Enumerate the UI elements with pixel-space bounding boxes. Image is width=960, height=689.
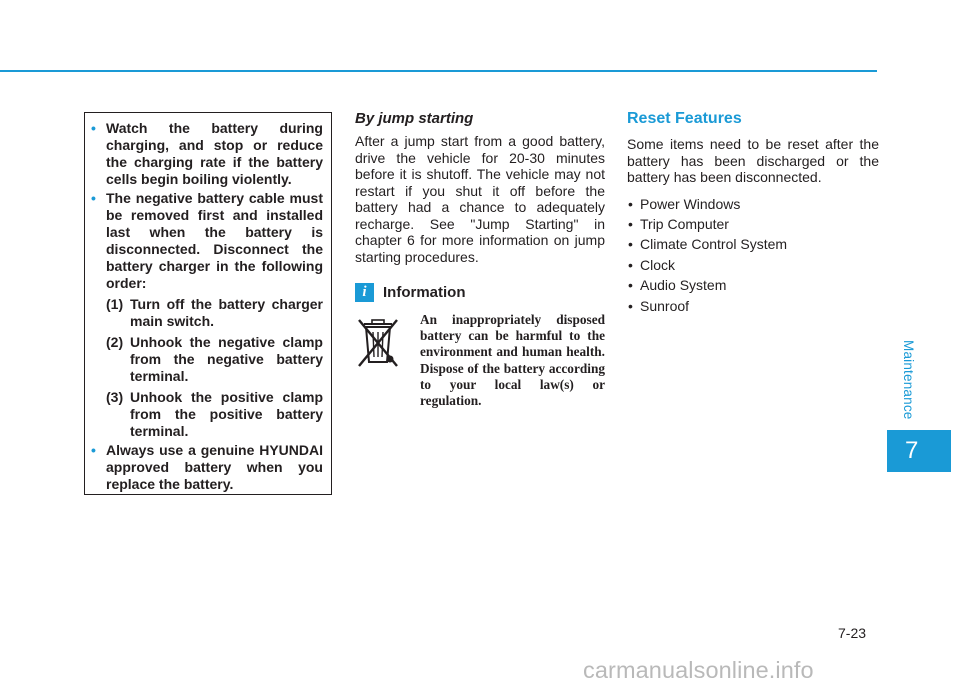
page-number: 7-23 (838, 625, 867, 641)
step-item (106, 296, 323, 330)
step-text: Unhook the negative clamp from the negative battery terminal. (130, 334, 323, 384)
reset-features-intro: Some items need to be reset after the battery has been discharged or the battery has been disconnected. (627, 136, 879, 185)
information-body (355, 312, 605, 412)
list-item: • Sunroof (627, 296, 879, 316)
crossed-out-bin-icon (355, 314, 401, 372)
list-item: • Clock (627, 255, 879, 275)
bullet-icon: • (91, 442, 96, 458)
jump-starting-section (355, 110, 605, 412)
bullet-icon: • (91, 190, 96, 206)
information-text: An inappropriately disposed battery can be harmful to the environment and human health. Dispose of the battery according to your local law(s) or regulation. (420, 312, 605, 409)
chapter-number-tab: 7 (887, 430, 951, 472)
bullet-icon: • (91, 120, 96, 136)
jump-starting-body: After a jump start from a good battery, drive the vehicle for 20-30 minutes before it is shutoff. The vehicle may not restart if you shut it off before the battery had a chance to adequately recharge. See "Jump Starting" in chapter 6 for more information on jump starting procedures. (355, 133, 605, 265)
list-item: • Trip Computer (627, 214, 879, 234)
reset-features-list (627, 194, 879, 316)
list-item: • Audio System (627, 275, 879, 295)
reset-features-heading: Reset Features (627, 110, 742, 127)
information-title: Information (383, 284, 466, 301)
warning-item (91, 442, 323, 493)
warning-text: Watch the battery during charging, and stop or reduce the charging rate if the battery cells begin boiling violently. (106, 120, 323, 187)
jump-starting-heading: By jump starting (355, 110, 474, 127)
warning-item (91, 120, 323, 188)
top-rule (0, 70, 877, 72)
warning-text: Always use a genuine HYUNDAI approved battery when you replace the battery. (106, 442, 323, 492)
step-item (106, 389, 323, 440)
step-number: (1) (106, 296, 124, 312)
reset-features-section (627, 110, 879, 316)
warning-item (91, 190, 323, 440)
battery-warning-box (84, 112, 332, 495)
step-text: Unhook the positive clamp from the positive battery terminal. (130, 389, 323, 439)
watermark: carmanualsonline.info (583, 657, 814, 683)
step-number: (3) (106, 389, 124, 405)
chapter-side-label: Maintenance (901, 340, 916, 420)
step-number: (2) (106, 334, 124, 350)
step-item (106, 334, 323, 385)
information-header (355, 283, 605, 302)
list-item: • Climate Control System (627, 234, 879, 254)
step-text: Turn off the battery charger main switch. (130, 296, 323, 329)
warning-text: The negative battery cable must be removed first and installed last when the battery is disconnected. Disconnect the battery charger in the following order: (106, 190, 323, 291)
info-icon: i (355, 283, 374, 302)
list-item: • Power Windows (627, 194, 879, 214)
